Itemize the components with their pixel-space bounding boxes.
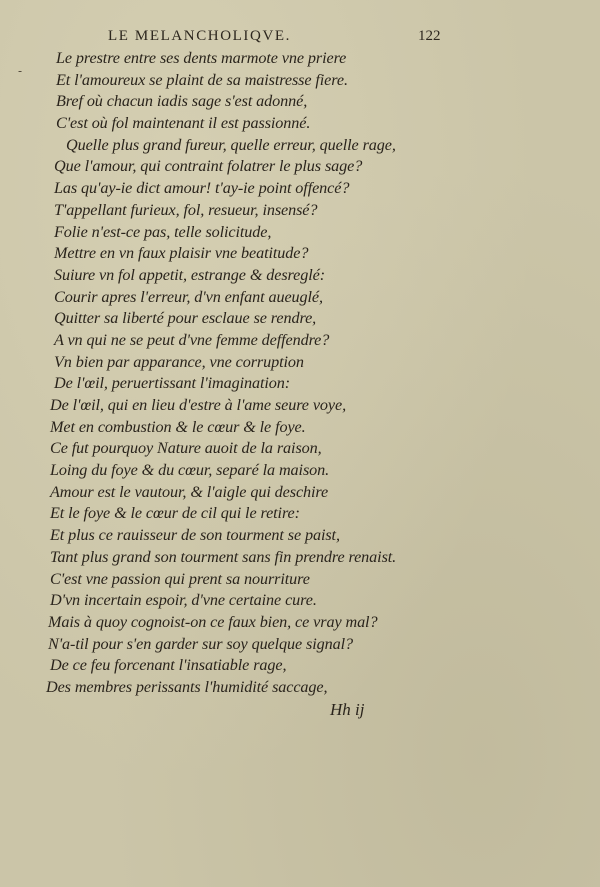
verse-line: Amour est le vautour, & l'aigle qui deschire <box>50 482 329 501</box>
verse-line: Tant plus grand son tourment sans fin prendre renaist. <box>50 547 397 566</box>
verse-line: T'appellant furieux, fol, resueur, insensé? <box>54 200 318 219</box>
verse-line: Le prestre entre ses dents marmote vne priere <box>56 49 347 67</box>
verse-line: Des membres perissants l'humidité saccage, <box>46 677 328 696</box>
verse-line: Que l'amour, qui contraint folatrer le plus sage? <box>54 157 363 176</box>
verse-line: C'est vne passion qui prent sa nourriture <box>50 569 310 588</box>
verse-line: Suiure vn fol appetit, estrange & desreglé: <box>54 265 325 284</box>
verse-line: Courir apres l'erreur, d'vn enfant aueuglé, <box>54 287 323 306</box>
verse-line: Loing du foye & du cœur, separé la maison. <box>50 461 330 480</box>
verse-line: De l'œil, peruertissant l'imagination: <box>54 374 291 393</box>
verse-line: Mettre en vn faux plaisir vne beatitude? <box>54 244 309 263</box>
verse-line: Ce fut pourquoy Nature auoit de la raison, <box>50 439 322 458</box>
verse-line: Folie n'est-ce pas, telle solicitude, <box>54 222 272 241</box>
verse-line: D'vn incertain espoir, d'vne certaine cure. <box>50 591 317 610</box>
verse-line: De ce feu forcenant l'insatiable rage, <box>50 656 287 675</box>
verse-line: Quitter sa liberté pour esclaue se rendre, <box>54 309 317 328</box>
verse-line: Vn bien par apparance, vne corruption <box>54 352 304 371</box>
verse-line: Et le foye & le cœur de cil qui le retire: <box>50 504 300 523</box>
verse-line: De l'œil, qui en lieu d'estre à l'ame seure voye, <box>50 396 347 414</box>
verse-line: Bref où chacun iadis sage s'est adonné, <box>56 92 308 111</box>
verse-line: Et plus ce rauisseur de son tourment se paist, <box>50 526 340 545</box>
margin-mark: - <box>18 64 23 78</box>
verse-line: C'est où fol maintenant il est passionné. <box>56 114 311 133</box>
verse-line: Et l'amoureux se plaint de sa maistresse fiere. <box>56 70 348 89</box>
verse-line: Mais à quoy cognoist-on ce faux bien, ce vray mal? <box>48 612 378 631</box>
folio-number: 122 <box>418 28 441 44</box>
signature-mark: Hh ij <box>330 700 365 719</box>
verse-line: Las qu'ay-ie dict amour! t'ay-ie point offencé? <box>54 179 350 198</box>
verse-line: Quelle plus grand fureur, quelle erreur, quelle rage, <box>66 135 396 154</box>
verse-line: A vn qui ne se peut d'vne femme deffendre? <box>54 330 330 349</box>
running-title: LE MELANCHOLIQVE. <box>108 28 292 44</box>
verse-line: Met en combustion & le cœur & le foye. <box>50 417 306 436</box>
verse-text <box>46 48 566 699</box>
verse-line: N'a-til pour s'en garder sur soy quelque signal? <box>48 634 354 653</box>
